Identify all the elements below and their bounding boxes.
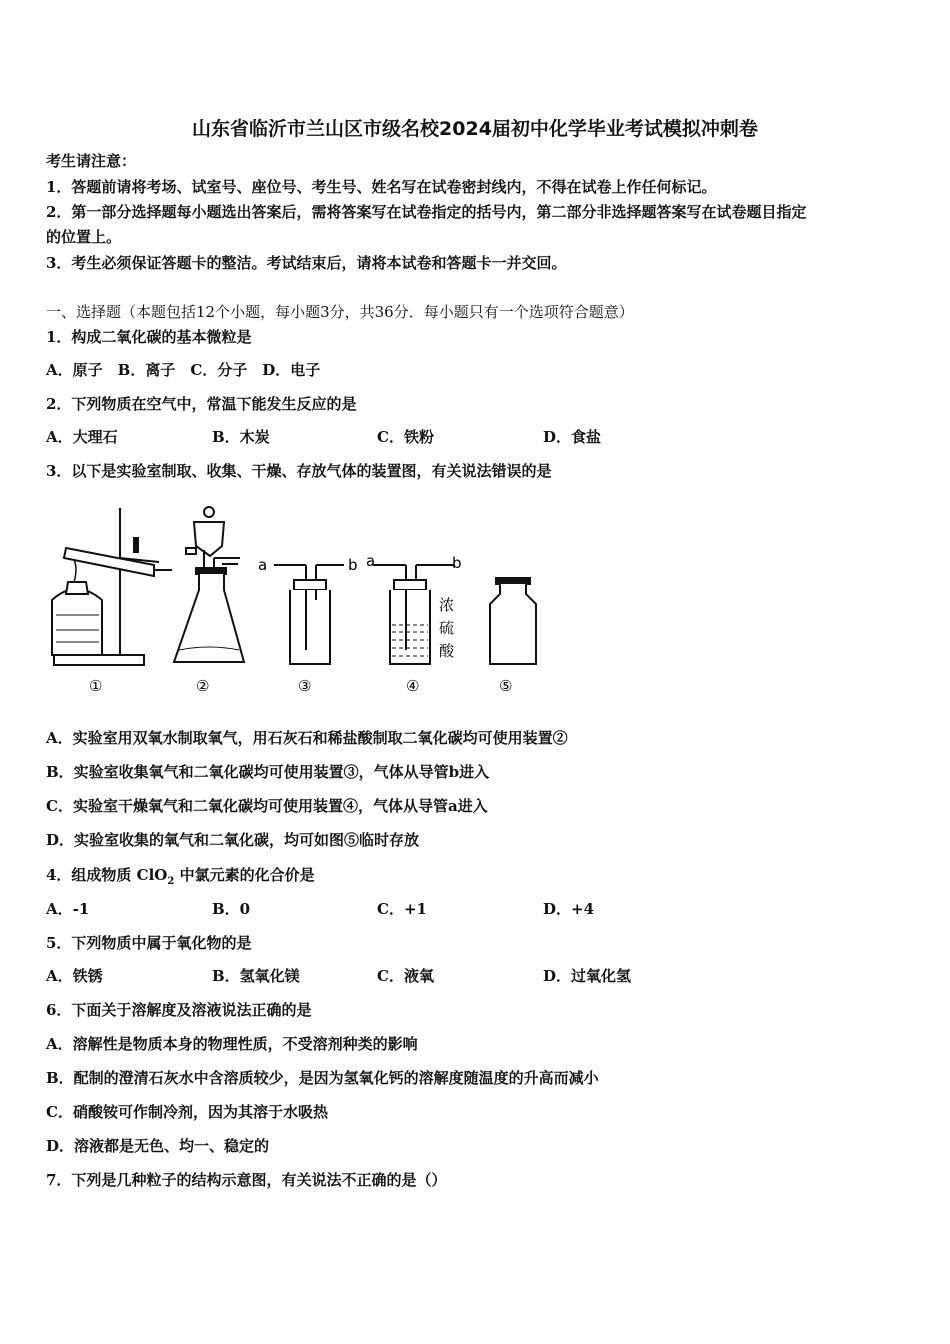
question-4-stem-text: 4．组成物质 ClO [46,866,168,884]
question-4-option-c: C．+1 [377,900,427,918]
section-heading: 一、选择题（本题包括12个小题，每小题3分，共36分．每小题只有一个选项符合题意） [46,303,634,321]
question-3-option-b: B．实验室收集氧气和二氧化碳均可使用装置③，气体从导管b进入 [46,763,490,781]
question-1-stem: 1．构成二氧化碳的基本微粒是 [46,328,252,346]
question-4-stem-text: 中氯元素的化合价是 [174,866,315,884]
formula-subscript: 2 [167,876,175,887]
page-title: 山东省临沂市兰山区市级名校2024届初中化学毕业考试模拟冲刺卷 [192,118,758,140]
question-3-option-a: A．实验室用双氧水制取氧气，用石灰石和稀盐酸制取二氧化碳均可使用装置② [46,729,568,747]
question-2-option-b: B．木炭 [212,428,270,446]
notice-heading: 考生请注意： [46,152,137,170]
question-3-option-d: D．实验室收集的氧气和二氧化碳，均可如图⑤临时存放 [46,831,420,849]
question-3-stem: 3．以下是实验室制取、收集、干燥、存放气体的装置图，有关说法错误的是 [46,462,552,480]
apparatus-label-4: ④ [406,677,420,695]
acid-label-char: 酸 [439,642,455,660]
apparatus-label-3: ③ [298,677,312,695]
question-3-option-c: C．实验室干燥氧气和二氧化碳均可使用装置④，气体从导管a进入 [46,797,488,815]
pipe-label-a: a [258,556,268,574]
question-2-stem: 2．下列物质在空气中，常温下能发生反应的是 [46,395,357,413]
notice-item: 的位置上。 [46,228,122,246]
question-2-option-a: A．大理石 [46,428,118,446]
question-4-option-a: A．-1 [46,900,90,918]
notice-item: 2．第一部分选择题每小题选出答案后，需将答案写在试卷指定的括号内，第二部分非选择题答案写在试卷题目指定 [46,203,807,221]
question-5-option-a: A．铁锈 [46,967,103,985]
pipe-label-b: b [452,554,462,572]
question-5-stem: 5．下列物质中属于氧化物的是 [46,934,252,952]
question-7-stem: 7．下列是几种粒子的结构示意图，有关说法不正确的是（） [46,1171,447,1189]
question-6-stem: 6．下面关于溶解度及溶液说法正确的是 [46,1001,312,1019]
apparatus-label-2: ② [196,677,210,695]
apparatus-1-heating-setup [52,508,172,665]
question-1-options: A．原子 B．离子 C．分子 D．电子 [46,361,321,379]
question-5-option-d: D．过氧化氢 [543,967,632,985]
acid-label-char: 浓 [439,596,455,614]
question-5-option-c: C．液氧 [377,967,434,985]
question-6-option-d: D．溶液都是无色、均一、稳定的 [46,1137,270,1155]
apparatus-2-flask-with-funnel [174,507,244,662]
apparatus-3-collection-bottle [274,565,344,664]
notice-item: 3．考生必须保证答题卡的整洁。考试结束后，请将本试卷和答题卡一并交回。 [46,254,567,272]
acid-label-char: 硫 [439,619,455,637]
lab-apparatus-figure [44,490,564,705]
pipe-label-a: a [366,552,376,570]
apparatus-5-storage-bottle [490,578,536,664]
apparatus-label-5: ⑤ [499,677,513,695]
apparatus-label-1: ① [89,677,103,695]
question-6-option-c: C．硝酸铵可作制冷剂，因为其溶于水吸热 [46,1103,328,1121]
question-5-option-b: B．氢氧化镁 [212,967,300,985]
notice-item: 1．答题前请将考场、试室号、座位号、考生号、姓名写在试卷密封线内，不得在试卷上作任何标记。 [46,178,717,196]
question-6-option-a: A．溶解性是物质本身的物理性质，不受溶剂种类的影响 [46,1035,418,1053]
question-2-option-d: D．食盐 [543,428,602,446]
question-4-stem [46,866,315,891]
question-6-option-b: B．配制的澄清石灰水中含溶质较少，是因为氢氧化钙的溶解度随温度的升高而减小 [46,1069,599,1087]
question-4-option-d: D．+4 [543,900,595,918]
question-2-option-c: C．铁粉 [377,428,434,446]
question-4-option-b: B．0 [212,900,251,918]
pipe-label-b: b [348,556,358,574]
